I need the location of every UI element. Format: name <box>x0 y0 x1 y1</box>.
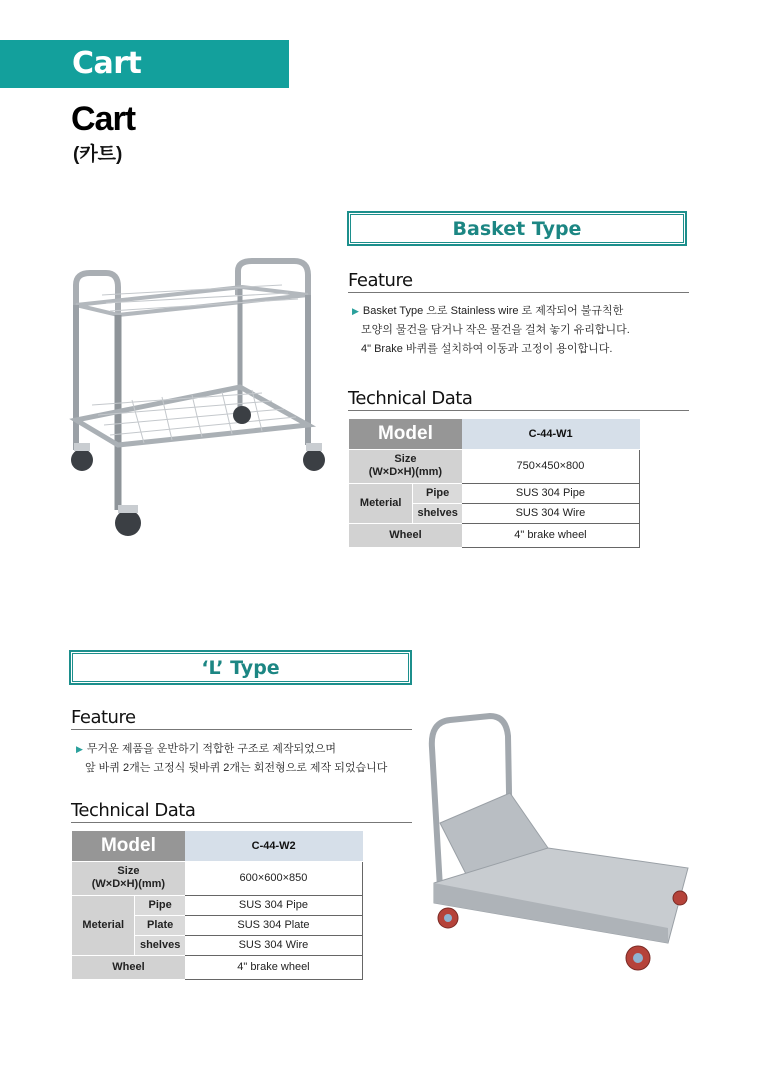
wheel-value: 4" brake wheel <box>185 955 363 979</box>
l-type-header <box>69 650 412 685</box>
material-part: Pipe <box>135 895 185 915</box>
size-value: 600×600×850 <box>185 861 363 895</box>
feature-line: 4" Brake 바퀴를 설치하여 이동과 고정이 용이합니다. <box>361 343 613 355</box>
bullet-icon: ▶ <box>352 306 359 316</box>
l-type-label: ‘L’ Type <box>201 657 280 679</box>
feature-line: 앞 바퀴 2개는 고정식 뒷바퀴 2개는 회전형으로 제작 되었습니다 <box>85 762 388 774</box>
table-row <box>72 895 363 915</box>
l-feature-text <box>76 740 416 778</box>
size-label: Size (W×D×H)(mm) <box>349 449 462 483</box>
l-tech-heading: Technical Data <box>71 800 412 823</box>
material-value: SUS 304 Plate <box>185 915 363 935</box>
table-row <box>72 861 363 895</box>
feature-line: 모양의 물건을 담거나 작은 물건을 걸쳐 놓기 유리합니다. <box>361 324 630 336</box>
wheel-value: 4" brake wheel <box>462 523 640 547</box>
table-row <box>349 419 640 449</box>
table-row <box>349 523 640 547</box>
bullet-icon: ▶ <box>76 744 83 754</box>
material-value: SUS 304 Wire <box>462 503 640 523</box>
category-banner <box>0 40 289 88</box>
model-label: Model <box>349 419 462 449</box>
l-type-cart-image <box>418 708 698 983</box>
page-title: Cart <box>71 100 136 138</box>
model-value: C-44-W1 <box>462 419 640 449</box>
page-subtitle: (카트) <box>73 144 123 165</box>
basket-feature-text <box>352 302 692 359</box>
material-label: Meterial <box>349 483 413 523</box>
basket-tech-heading: Technical Data <box>348 388 689 411</box>
basket-type-label: Basket Type <box>452 218 582 240</box>
material-value: SUS 304 Pipe <box>185 895 363 915</box>
material-part: shelves <box>135 935 185 955</box>
material-part: shelves <box>413 503 462 523</box>
feature-line: ▶ 무거운 제품을 운반하기 적합한 구조로 제작되었으며 <box>76 743 336 755</box>
table-row <box>349 483 640 503</box>
table-row <box>72 831 363 861</box>
l-spec-table <box>72 831 363 980</box>
wheel-label: Wheel <box>72 955 185 979</box>
banner-label: Cart <box>72 46 142 81</box>
material-value: SUS 304 Wire <box>185 935 363 955</box>
material-label: Meterial <box>72 895 135 955</box>
wheel-label: Wheel <box>349 523 462 547</box>
model-value: C-44-W2 <box>185 831 363 861</box>
basket-feature-heading: Feature <box>348 270 689 293</box>
basket-spec-table <box>349 419 640 548</box>
model-label: Model <box>72 831 185 861</box>
size-value: 750×450×800 <box>462 449 640 483</box>
table-row <box>72 955 363 979</box>
basket-type-header <box>347 211 687 246</box>
basket-cart-image <box>62 255 332 545</box>
material-part: Pipe <box>413 483 462 503</box>
l-feature-heading: Feature <box>71 707 412 730</box>
table-row <box>349 449 640 483</box>
feature-line: ▶ Basket Type 으로 Stainless wire 로 제작되어 불규칙한 <box>352 305 624 317</box>
size-label: Size (W×D×H)(mm) <box>72 861 185 895</box>
material-value: SUS 304 Pipe <box>462 483 640 503</box>
material-part: Plate <box>135 915 185 935</box>
